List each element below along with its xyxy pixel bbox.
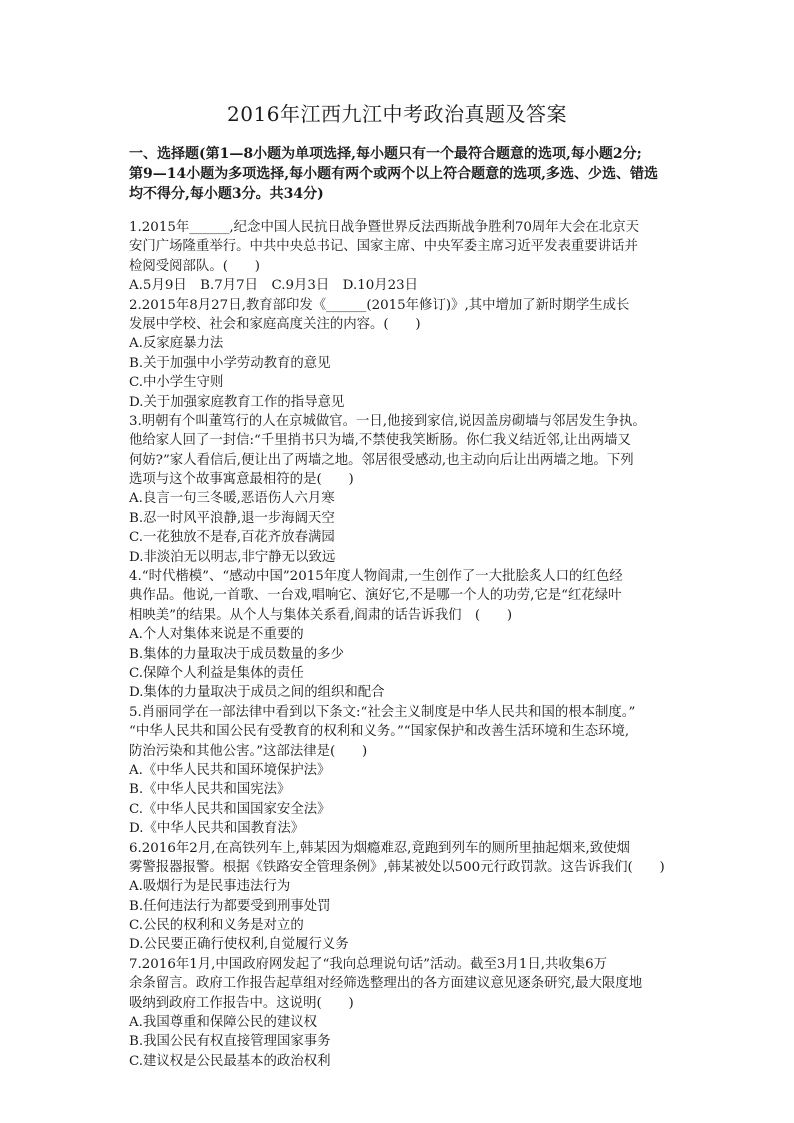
question-text-line: 2.2015年8月27日,教育部印发《______(2015年修订)》,其中增加了新时期学生成长 [129,297,630,313]
question-text-line: 6.2016年2月,在高铁列车上,韩某因为烟瘾难忍,竟跑到列车的厕所里抽起烟来,致使烟 [129,840,630,856]
question-text-line: 吸纳到政府工作报告中。这说明( ) [129,995,354,1011]
answer-option: B.我国公民有权直接管理国家事务 [129,1034,331,1050]
section-heading [129,144,669,204]
answer-option: B.集体的力量取决于成员数量的多少 [129,646,344,662]
question-text-line: 余条留言。政府工作报告起草组对经筛选整理出的各方面建议意见逐条研究,最大限度地 [129,976,643,992]
question-text-line: 4.“时代楷模”、“感动中国”2015年度人物阎肃,一生创作了一大批脍炙人口的红色经 [129,569,623,585]
answer-option: C.《中华人民共和国国家安全法》 [129,801,331,817]
question-text-line: “中华人民共和国公民有受教育的权利和义务。”“国家保护和改善生活环境和生态环境, [129,724,630,740]
answer-option: A.《中华人民共和国环境保护法》 [129,762,331,778]
question-text-line: 他给家人回了一封信:“千里捎书只为墙,不禁使我笑断肠。你仁我义结近邻,让出两墙又 [129,433,631,449]
answer-option: C.一花独放不是春,百花齐放春满园 [129,530,335,546]
question-text-line: 3.明朝有个叫董笃行的人在京城做官。一日,他接到家信,说因盖房砌墙与邻居发生争执。 [129,413,646,429]
question-text-line: 雾警报器报警。根据《铁路安全管理条例》,韩某被处以500元行政罚款。这告诉我们( ) [129,859,665,875]
answer-option: D.《中华人民共和国教育法》 [129,821,305,837]
document-title: 2016年江西九江中考政治真题及答案 [227,102,567,126]
answer-option: B.《中华人民共和国宪法》 [129,782,291,798]
answer-option: D.非淡泊无以明志,非宁静无以致远 [129,549,336,565]
question-text-line: 1.2015年______,纪念中国人民抗日战争暨世界反法西斯战争胜利70周年大会在北京天 [129,220,640,235]
answer-option: D.集体的力量取决于成员之间的组织和配合 [129,685,385,701]
answer-option: C.中小学生守则 [129,375,224,391]
answer-option: D.关于加强家庭教育工作的指导意见 [129,394,345,410]
answer-option: D.公民要正确行使权利,自觉履行义务 [129,937,349,953]
answer-option: C.保障个人利益是集体的责任 [129,665,304,681]
answer-option: B.关于加强中小学劳动教育的意见 [129,355,331,371]
answer-option: C.建议权是公民最基本的政治权利 [129,1053,331,1069]
question-text-line: 何妨?”家人看信后,便让出了两墙之地。邻居很受感动,也主动向后让出两墙之地。下列 [129,452,634,468]
question-list [129,218,689,1071]
answer-option: A.个人对集体来说是不重要的 [129,627,304,643]
question-text-line: 安门广场隆重举行。中共中央总书记、国家主席、中央军委主席习近平发表重要讲话并 [129,239,638,255]
question-text-line: 7.2016年1月,中国政府网发起了“我向总理说句话”活动。截至3月1日,共收集6万 [129,956,608,972]
section-heading-line: 一、选择题(第1—8小题为单项选择,每小题只有一个最符合题意的选项,每小题2分; [129,146,642,162]
answer-option: A.反家庭暴力法 [129,336,224,352]
question-text-line: 发展中学校、社会和家庭高度关注的内容。( ) [129,316,421,332]
section-heading-line: 均不得分,每小题3分。共34分) [129,186,324,202]
answer-option: A.良言一句三冬暖,恶语伤人六月寒 [129,491,335,507]
answer-option: B.忍一时风平浪静,退一步海阔天空 [129,510,335,526]
question-text-line: 相映美”的结果。从个人与集体关系看,阎肃的话告诉我们 ( ) [129,607,513,623]
question-text-line: 选项与这个故事寓意最相符的是( ) [129,472,354,488]
question-text-line: 防治污染和其他公害。”这部法律是( ) [129,743,368,759]
answer-option: B.任何违法行为都要受到刑事处罚 [129,898,331,914]
answer-options-line: A.5月9日 B.7月7日 C.9月3日 D.10月23日 [129,278,419,294]
answer-option: A.我国尊重和保障公民的建议权 [129,1015,318,1031]
question-text-line: 5.肖丽同学在一部法律中看到以下条文:“社会主义制度是中华人民共和国的根本制度。” [129,704,636,720]
answer-option: C.公民的权利和义务是对立的 [129,918,304,934]
question-text-line: 检阅受阅部队。( ) [129,258,260,274]
answer-option: A.吸烟行为是民事违法行为 [129,879,291,895]
question-text-line: 典作品。他说,一首歌、一台戏,唱响它、演好它,不是哪一个人的功劳,它是“红花绿叶 [129,588,622,604]
section-heading-line: 第9—14小题为多项选择,每小题有两个或两个以上符合题意的选项,多选、少选、错选 [129,166,658,182]
